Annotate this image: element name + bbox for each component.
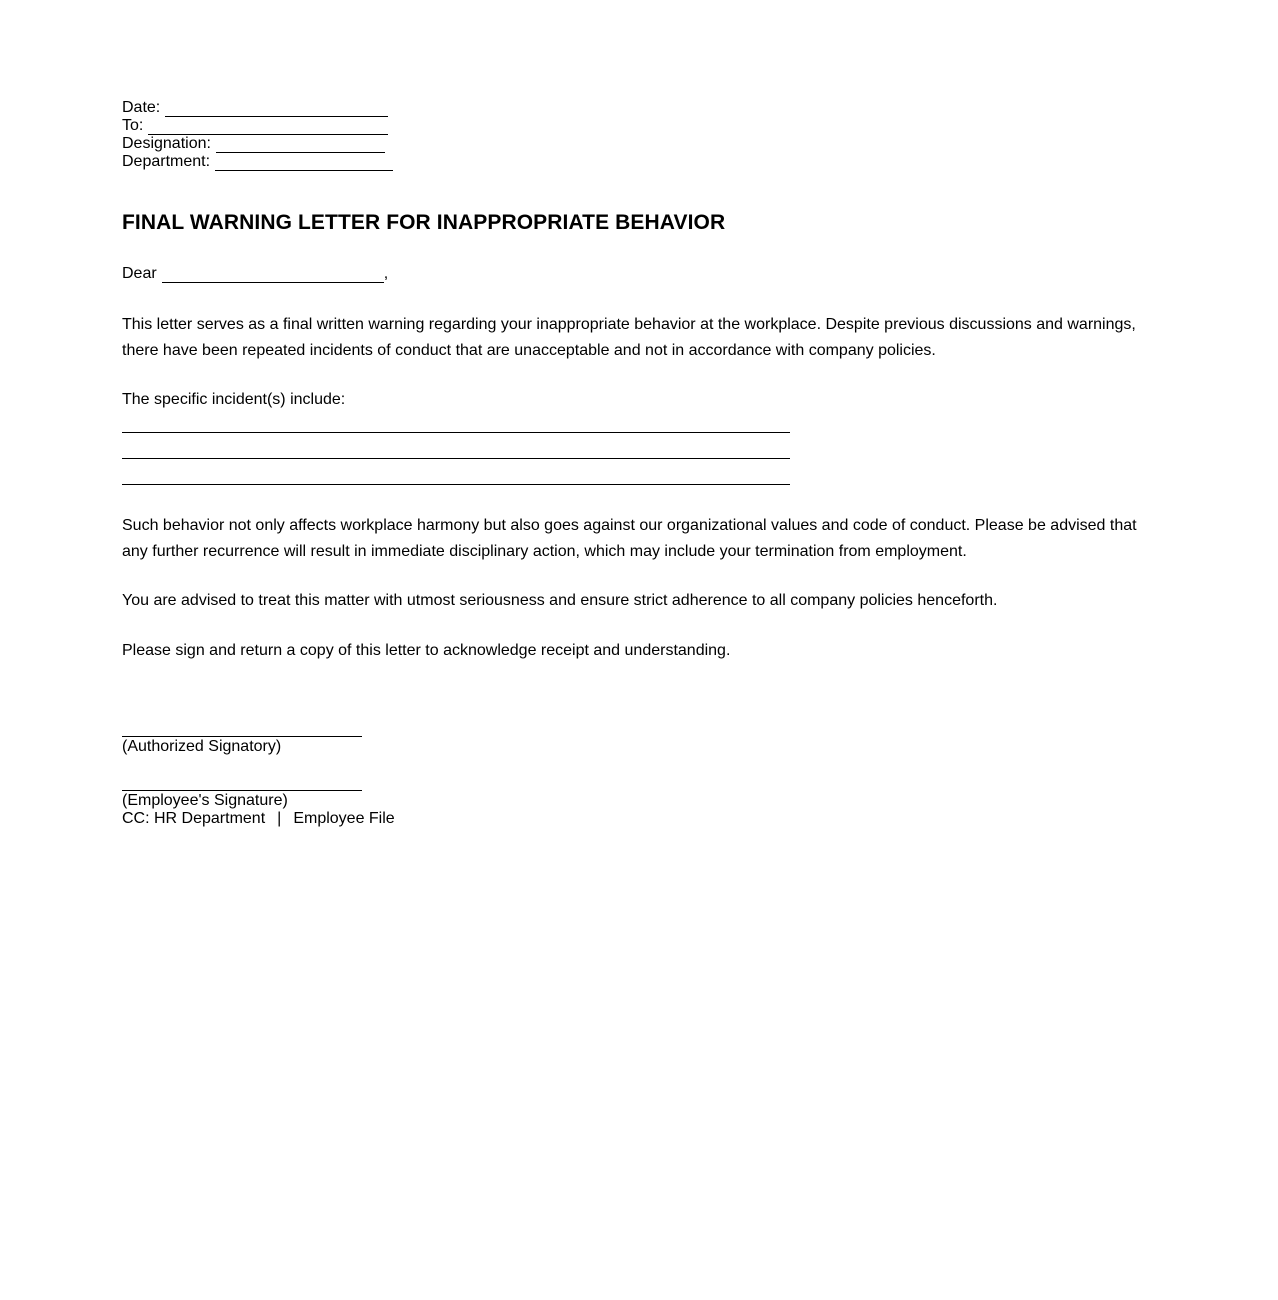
department-label: Department:	[122, 153, 211, 170]
date-field	[122, 99, 393, 117]
salutation-suffix: ,	[383, 265, 389, 282]
letter-title: FINAL WARNING LETTER FOR INAPPROPRIATE BEHAVIOR	[122, 211, 726, 234]
to-label: To:	[122, 117, 144, 134]
advice-paragraph: You are advised to treat this matter with utmost seriousness and ensure strict adherence to all company policies henceforth.	[122, 592, 998, 609]
employee-signature-label: (Employee's Signature)	[122, 792, 288, 809]
cc-line	[122, 810, 395, 828]
cc-separator: |	[277, 810, 282, 827]
employee-signature-line[interactable]	[122, 790, 362, 791]
cc-label: CC: HR Department	[122, 810, 266, 827]
designation-blank[interactable]	[216, 138, 385, 153]
to-blank[interactable]	[148, 120, 388, 135]
date-blank[interactable]	[165, 102, 388, 117]
header-fields	[122, 99, 393, 171]
intro-paragraph: This letter serves as a final written warning regarding your inappropriate behavior at the workplace. Despite previous discussions and warnings, there have been repeated incidents of conduct that are unacceptable and not in accordance with company policies.	[122, 316, 1136, 359]
department-field	[122, 153, 393, 171]
department-blank[interactable]	[215, 156, 393, 171]
salutation	[122, 265, 388, 283]
salutation-prefix: Dear	[122, 265, 157, 282]
cc-second: Employee File	[293, 810, 395, 827]
acknowledge-paragraph: Please sign and return a copy of this letter to acknowledge receipt and understanding.	[122, 642, 731, 659]
to-field	[122, 117, 393, 135]
date-label: Date:	[122, 99, 161, 116]
consequence-paragraph: Such behavior not only affects workplace harmony but also goes against our organizational values and code of conduct. Please be advised that any further recurrence will result in immediate disciplinary action, which may include your termination from employment.	[122, 517, 1137, 560]
authorized-signatory-label: (Authorized Signatory)	[122, 738, 282, 755]
authorized-signature-line[interactable]	[122, 736, 362, 737]
designation-field	[122, 135, 393, 153]
recipient-name-blank[interactable]	[162, 268, 384, 283]
incident-line-3[interactable]	[122, 484, 790, 485]
incident-line-1[interactable]	[122, 432, 790, 433]
incident-line-2[interactable]	[122, 458, 790, 459]
incidents-label: The specific incident(s) include:	[122, 391, 346, 408]
designation-label: Designation:	[122, 135, 211, 152]
